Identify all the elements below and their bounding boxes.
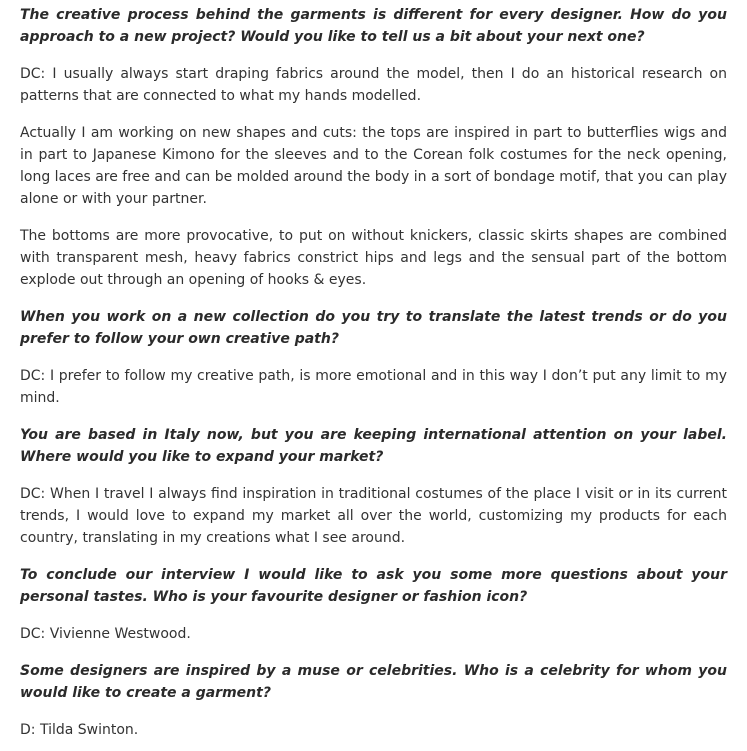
interview-answer: Actually I am working on new shapes and cuts: the tops are inspired in part to butterflies wigs and in part to Japanese Kimono for the sleeves and to the Corean folk costumes for the neck opening, long laces are free and can be molded around the body in a sort of bondage motif, that you can play alone or with your partner.: [20, 125, 727, 207]
interview-answer: The bottoms are more provocative, to put on without knickers, classic skirts shapes are combined with transparent mesh, heavy fabrics constrict hips and legs and the sensual part of the bottom explode out through an opening of hooks & eyes.: [20, 228, 727, 288]
interview-answer: D: Tilda Swinton.: [20, 722, 139, 738]
interview-question: When you work on a new collection do you try to translate the latest trends or do you prefer to follow your own creative path?: [20, 309, 727, 347]
interview-answer: DC: When I travel I always find inspiration in traditional costumes of the place I visit or in its current trends, I would love to expand my market all over the world, customizing my products for each country, translating in my creations what I see around.: [20, 486, 727, 546]
interview-answer: DC: Vivienne Westwood.: [20, 626, 191, 642]
interview-answer: DC: I prefer to follow my creative path, is more emotional and in this way I don’t put any limit to my mind.: [20, 368, 727, 406]
interview-question: The creative process behind the garments is different for every designer. How do you approach to a new project? Would you like to tell us a bit about your next one?: [20, 7, 727, 45]
interview-question: You are based in Italy now, but you are keeping international attention on your label. Where would you like to expand your market?: [20, 427, 727, 465]
interview-question: Some designers are inspired by a muse or celebrities. Who is a celebrity for whom you would like to create a garment?: [20, 663, 727, 701]
interview-question: To conclude our interview I would like to ask you some more questions about your personal tastes. Who is your favourite designer or fashion icon?: [20, 567, 727, 605]
interview-answer: DC: I usually always start draping fabrics around the model, then I do an historical research on patterns that are connected to what my hands modelled.: [20, 66, 727, 104]
